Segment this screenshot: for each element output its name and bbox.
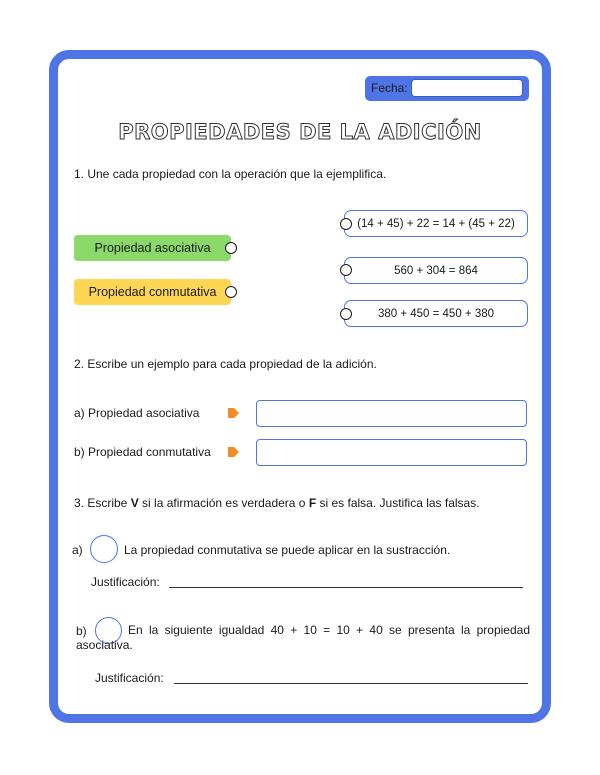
answer-input-commutative[interactable] [256, 439, 527, 466]
operation-text-1: (14 + 45) + 22 = 14 + (45 + 22) [357, 217, 515, 230]
date-box [365, 76, 529, 101]
connector-dot-associative[interactable] [225, 242, 237, 254]
prompt-part: 3. Escribe [74, 496, 131, 510]
connector-dot-op-1[interactable] [340, 218, 352, 230]
item-b-justification-label: Justificación: [95, 671, 164, 685]
justification-line-b[interactable] [174, 683, 528, 684]
item-b-statement: En la siguiente igualdad 40 + 10 = 10 + 40 se presenta la propiedad asociativa. [76, 623, 530, 652]
question-1-prompt: 1. Une cada propiedad con la operación que la ejemplifica. [74, 167, 387, 181]
date-input[interactable] [411, 79, 523, 97]
operation-card-3[interactable] [344, 300, 528, 327]
property-label-associative: Propiedad asociativa [94, 241, 211, 255]
operation-card-2[interactable] [344, 257, 528, 284]
operation-card-1[interactable] [344, 210, 528, 237]
connector-dot-commutative[interactable] [225, 286, 237, 298]
property-card-associative[interactable] [74, 235, 231, 261]
property-label-commutative: Propiedad conmutativa [88, 285, 217, 299]
page-title: PROPIEDADES DE LA ADICIÓN [118, 120, 482, 144]
connector-dot-op-2[interactable] [340, 264, 352, 276]
operation-text-3: 380 + 450 = 450 + 380 [377, 307, 495, 320]
item-b-letter: b) [76, 624, 87, 638]
question-2-prompt: 2. Escribe un ejemplo para cada propiedad de la adición. [74, 357, 377, 371]
connector-dot-op-3[interactable] [340, 308, 352, 320]
property-card-commutative[interactable] [74, 279, 231, 305]
justification-line-a[interactable] [169, 587, 523, 588]
item-a-justification-label: Justificación: [91, 575, 160, 589]
answer-input-associative[interactable] [256, 400, 527, 427]
question-3-prompt [74, 496, 480, 510]
true-letter: V [130, 496, 139, 510]
operation-text-2: 560 + 304 = 864 [394, 264, 478, 277]
false-letter: F [308, 496, 317, 510]
example-label-associative: a) Propiedad asociativa [74, 406, 200, 420]
date-label: Fecha: [371, 81, 408, 95]
item-a-statement: La propiedad conmutativa se puede aplicar en la sustracción. [124, 543, 451, 557]
prompt-part: si la afirmación es verdadera o [138, 496, 309, 510]
item-a-letter: a) [72, 543, 83, 557]
example-label-commutative: b) Propiedad conmutativa [74, 445, 211, 459]
prompt-part: si es falsa. Justifica las falsas. [316, 496, 480, 510]
vf-answer-circle-a[interactable] [90, 535, 118, 563]
